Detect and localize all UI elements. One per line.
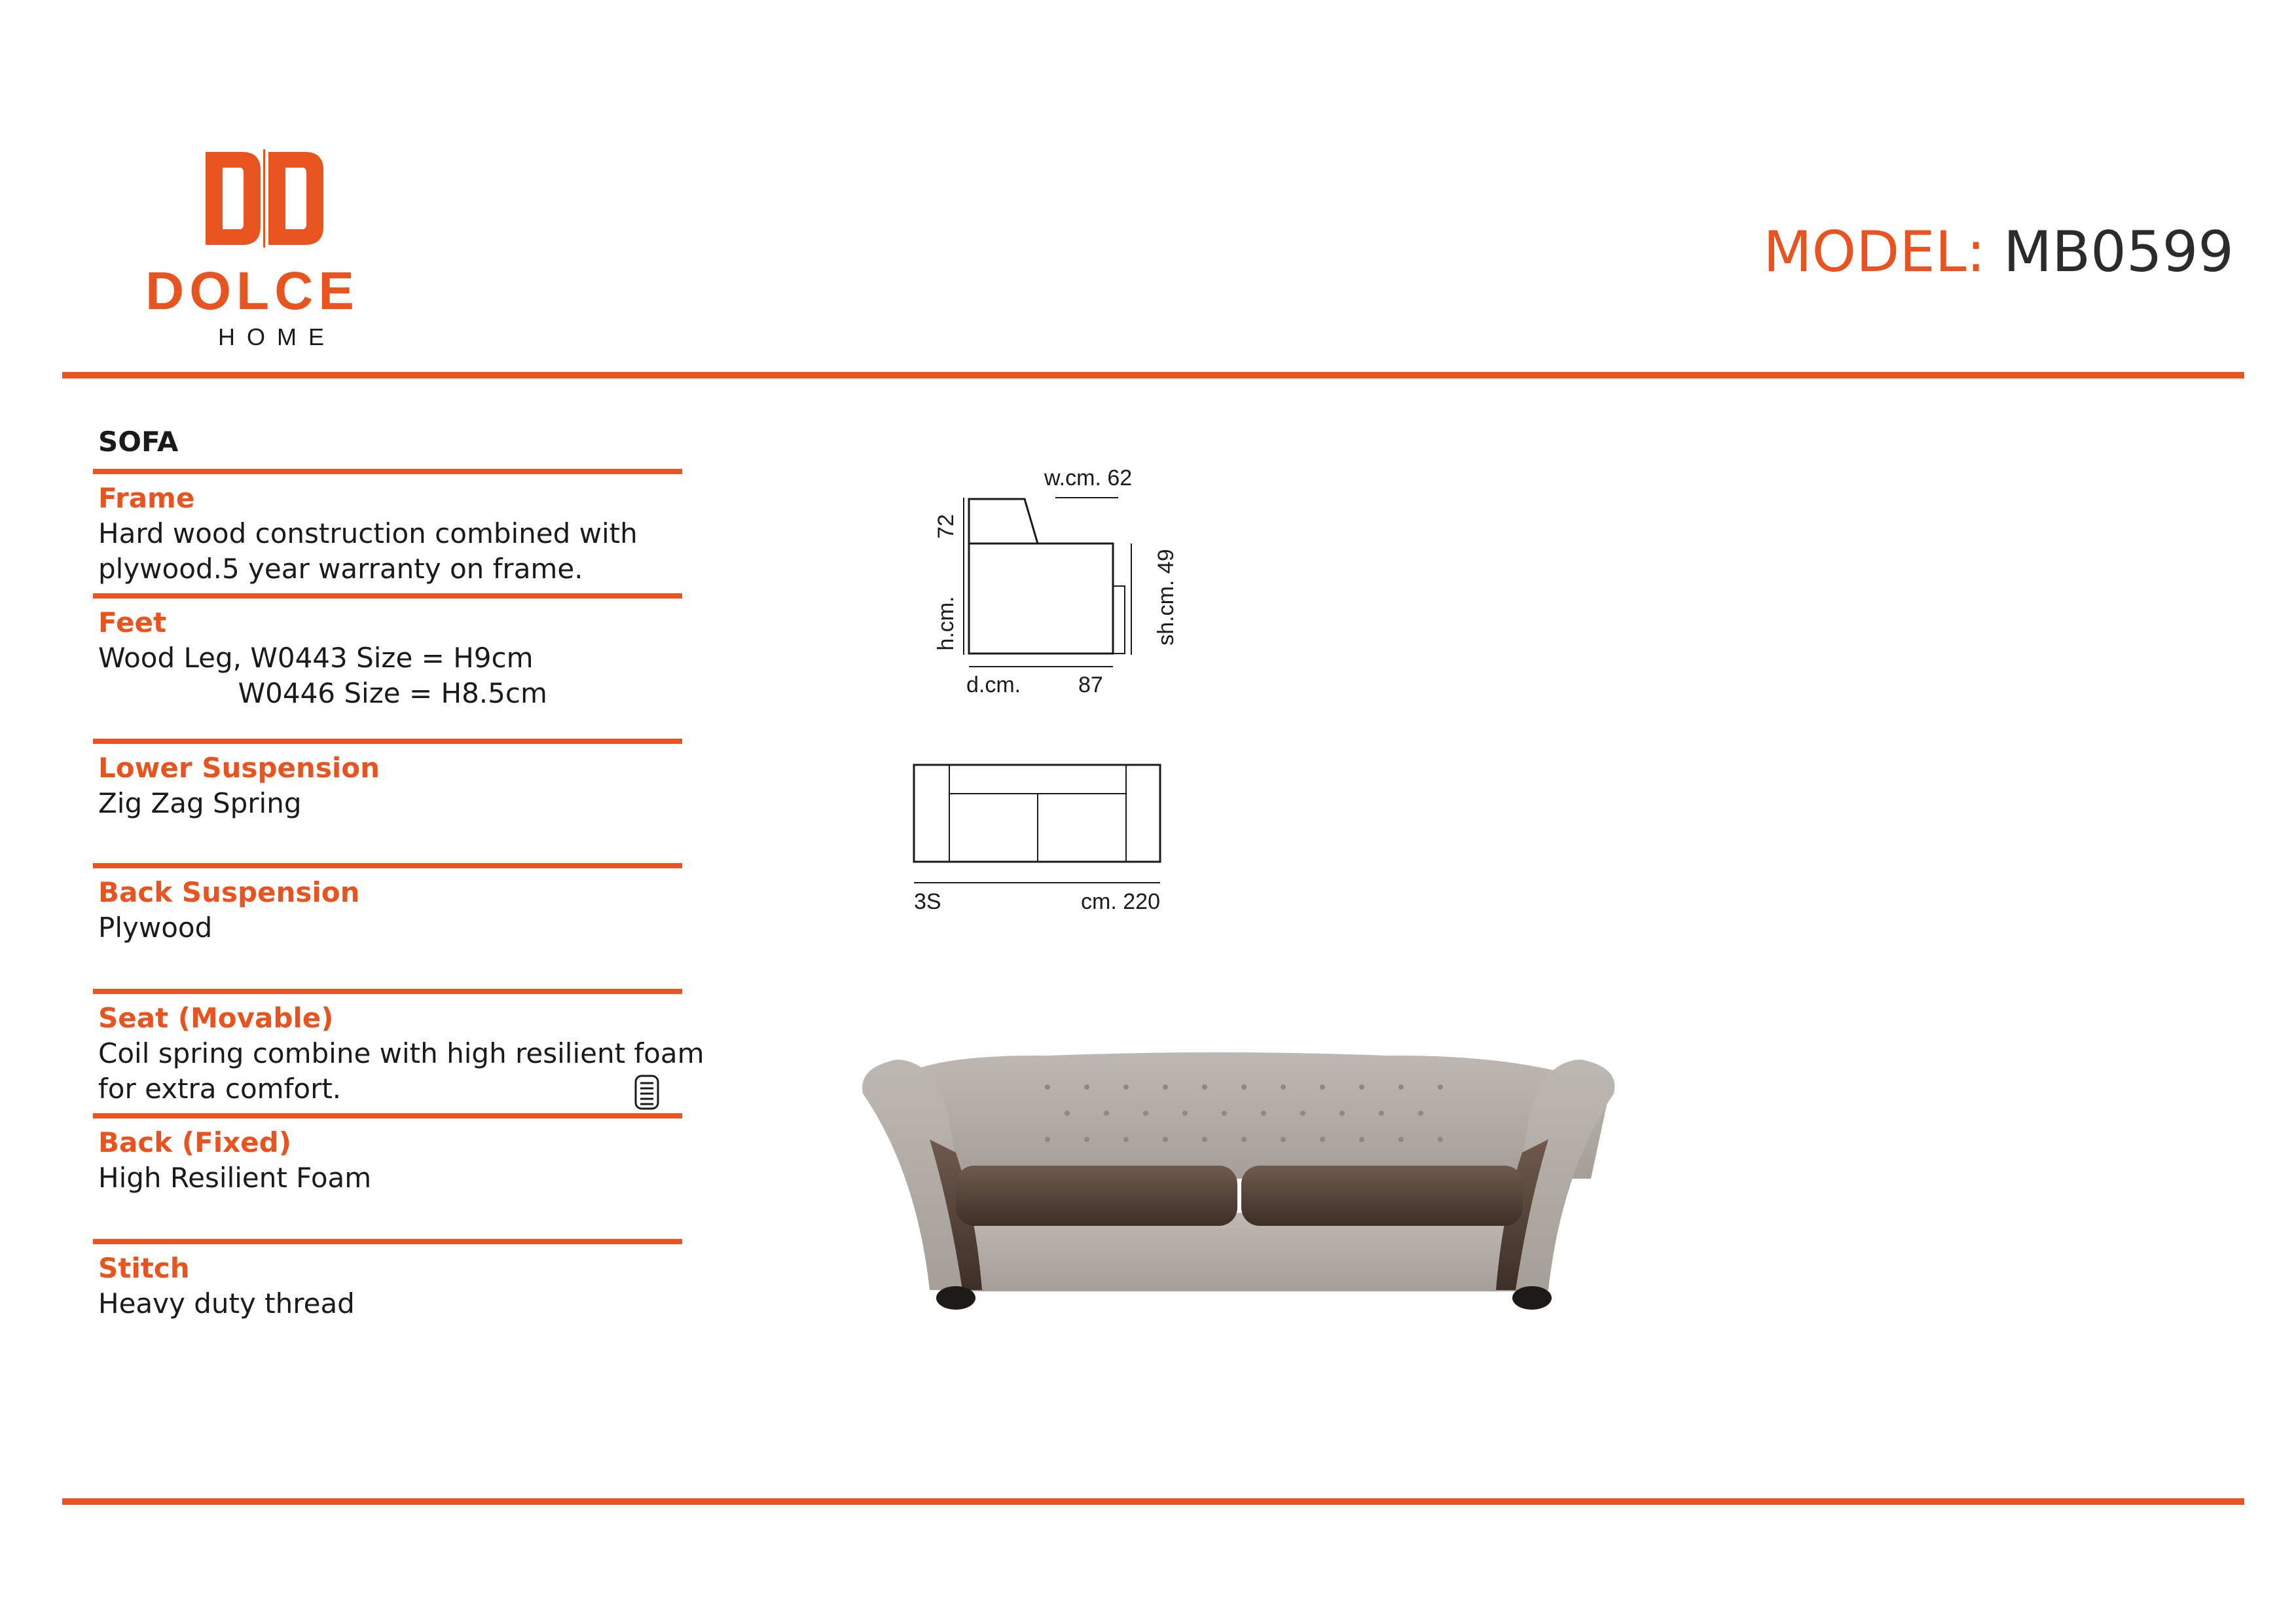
spec-title: Stitch	[98, 1252, 190, 1284]
spec-title: Frame	[98, 482, 195, 514]
coil-spring-icon	[634, 1074, 660, 1111]
seat-code: 3S	[914, 889, 941, 914]
model-heading	[1763, 219, 2234, 285]
brand-name: DOLCE	[145, 261, 359, 321]
side-view-drawing	[903, 458, 1205, 707]
spec-body: Heavy duty thread	[98, 1287, 355, 1320]
spec-body: Plywood	[98, 912, 213, 944]
top-view-drawing	[910, 760, 1172, 917]
overall-width: cm. 220	[1081, 889, 1160, 914]
model-label: MODEL:	[1763, 219, 1986, 285]
height-label: h.cm.	[934, 596, 958, 651]
spec-divider	[93, 863, 682, 868]
spec-body: Coil spring combine with high resilient foam for extra comfort.	[98, 1037, 704, 1105]
footer-divider	[62, 1498, 2244, 1505]
depth-label: d.cm.	[966, 673, 1021, 697]
spec-body: High Resilient Foam	[98, 1162, 372, 1194]
category-title: SOFA	[98, 426, 179, 458]
spec-divider	[93, 1239, 682, 1244]
spec-title: Feet	[98, 606, 167, 638]
spec-body: Hard wood construction combined with plywood.5 year warranty on frame.	[98, 517, 638, 585]
spec-body: Wood Leg, W0443 Size = H9cm W0446 Size = H8.5cm	[98, 642, 547, 709]
spec-divider	[93, 1113, 682, 1118]
spec-divider	[93, 989, 682, 994]
spec-title: Back Suspension	[98, 876, 360, 908]
spec-stitch	[98, 1251, 687, 1321]
spec-divider	[93, 469, 682, 474]
model-value: MB0599	[2003, 219, 2234, 285]
spec-body: Zig Zag Spring	[98, 787, 302, 819]
spec-seat	[98, 1001, 704, 1107]
dd-monogram-icon	[203, 149, 327, 248]
spec-title: Lower Suspension	[98, 752, 380, 784]
spec-lower-suspension	[98, 750, 687, 821]
width-label: w.cm. 62	[1044, 466, 1133, 490]
brand-sub: HOME	[218, 323, 336, 350]
spec-title: Seat (Movable)	[98, 1002, 334, 1034]
spec-back	[98, 1125, 687, 1196]
header-divider	[62, 372, 2244, 378]
depth-value: 87	[1078, 673, 1103, 697]
spec-frame	[98, 481, 687, 587]
spec-divider	[93, 739, 682, 744]
spec-title: Back (Fixed)	[98, 1126, 291, 1158]
seat-height-label: sh.cm. 49	[1154, 549, 1178, 646]
height-value: 72	[934, 514, 958, 539]
spec-back-suspension	[98, 875, 687, 946]
spec-feet	[98, 605, 687, 711]
sofa-photo	[851, 1041, 1624, 1316]
spec-divider	[93, 593, 682, 599]
